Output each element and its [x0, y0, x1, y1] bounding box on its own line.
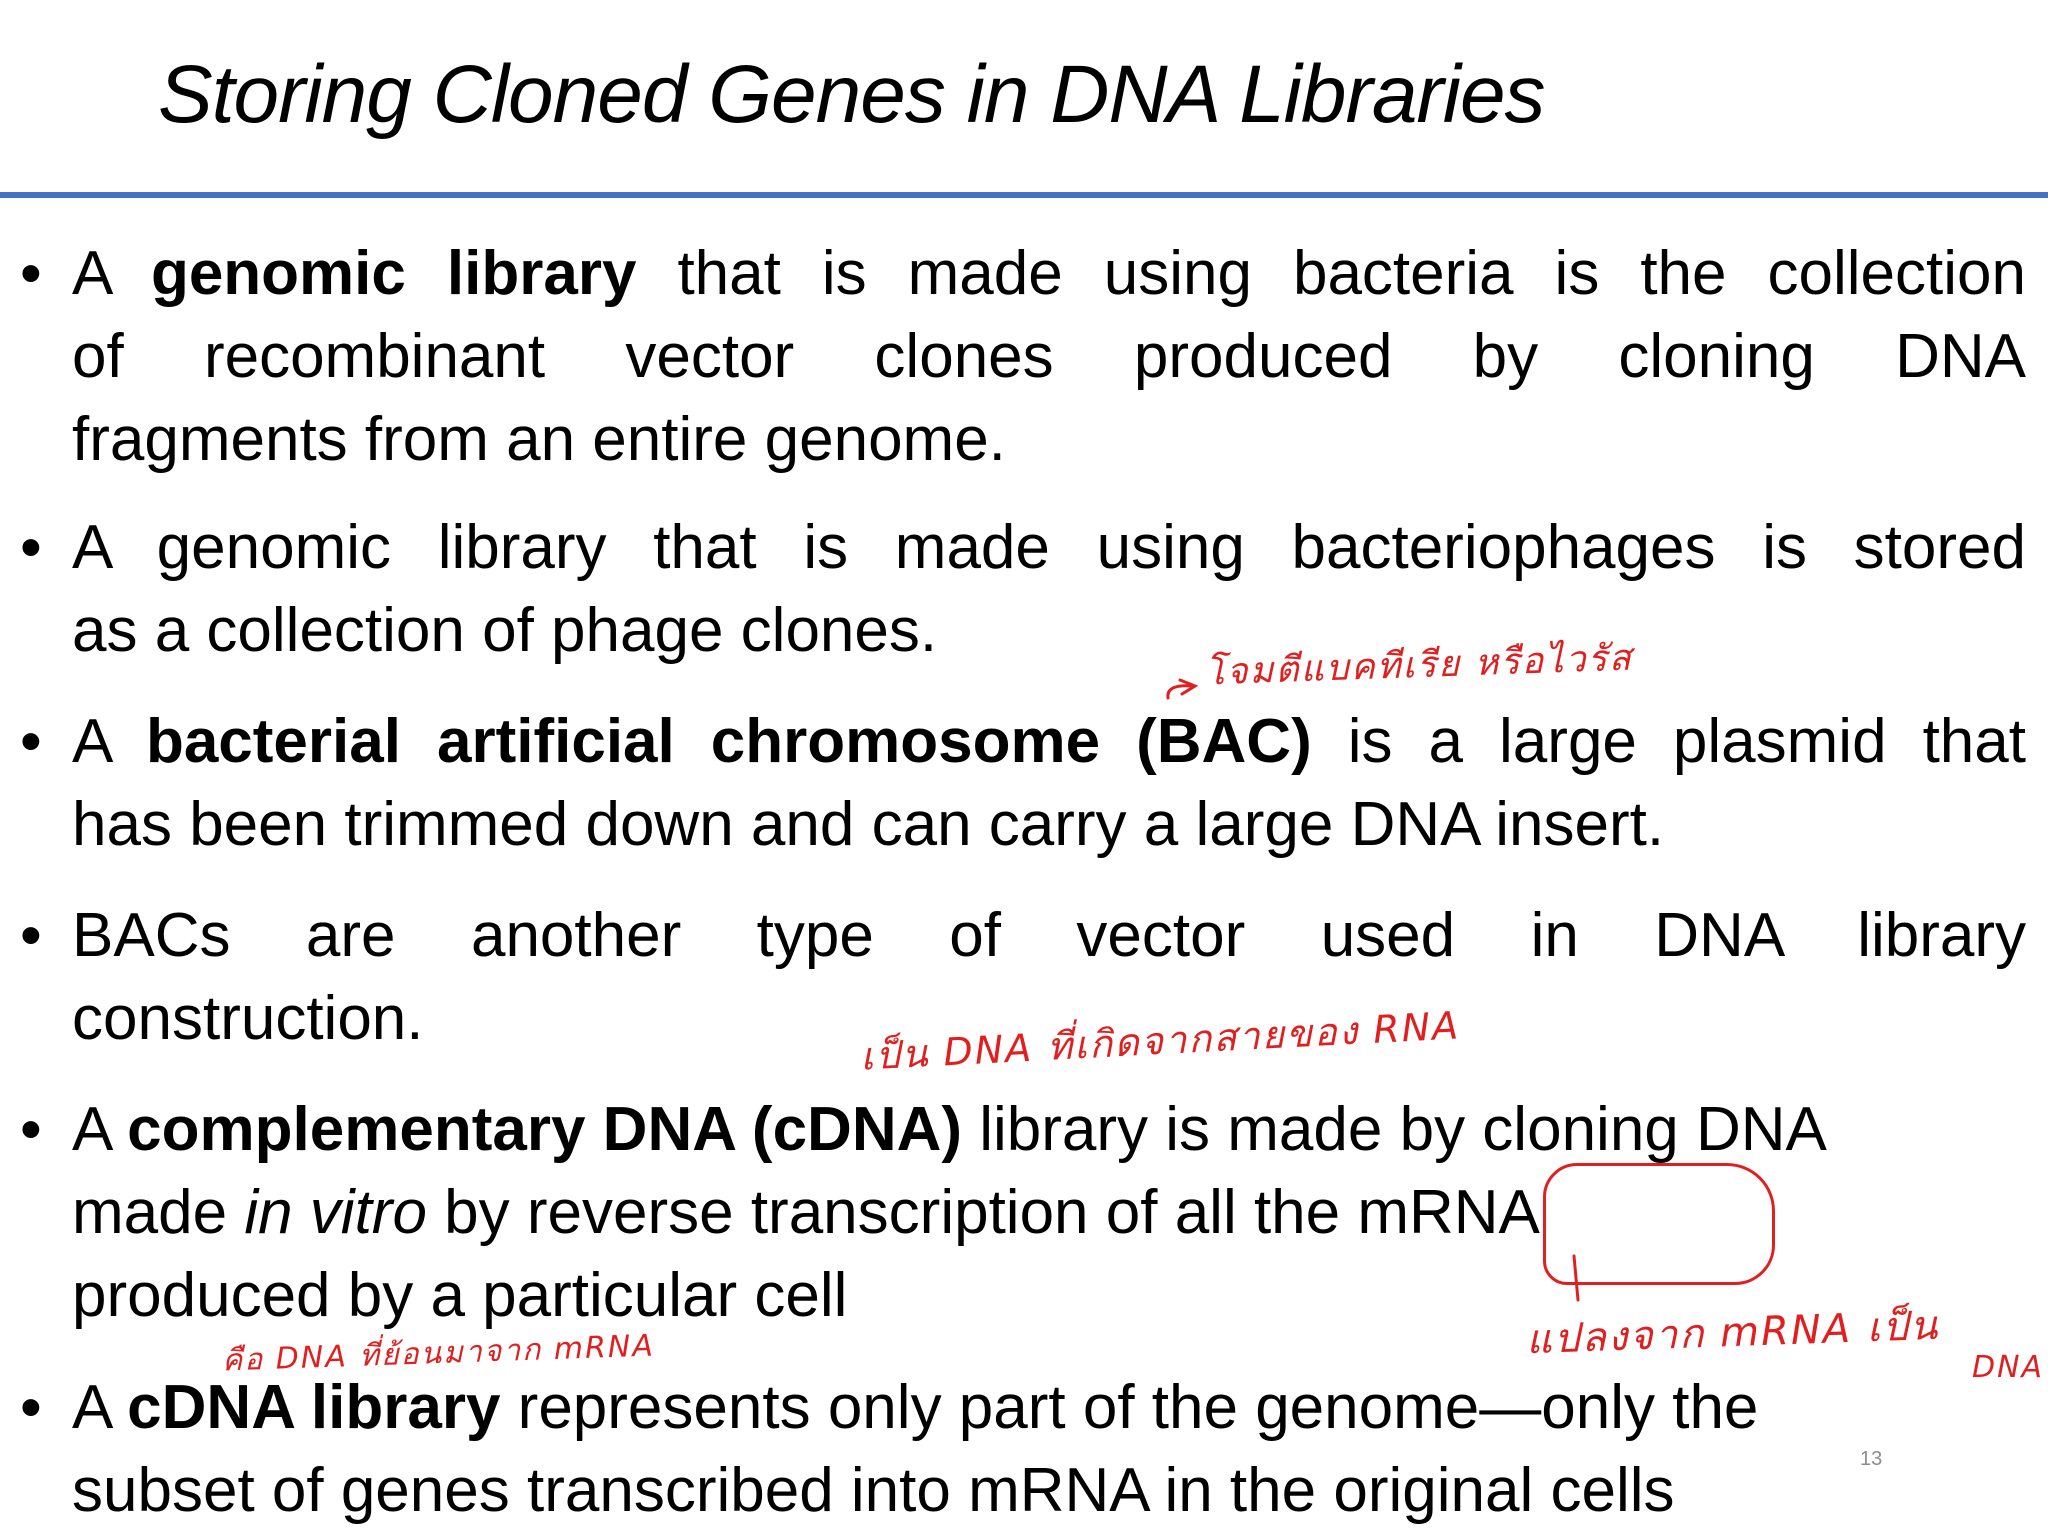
text-run: A — [72, 1373, 128, 1442]
bullet-marker: • — [20, 1095, 42, 1164]
handwritten-arrow-bac — [1168, 680, 1195, 698]
bullet-line: of recombinant vector clones produced by cloning DNA — [72, 322, 2026, 391]
bullet-marker: • — [20, 901, 42, 970]
bullet-line: A genomic library that is made using bacteriophages is stored — [72, 513, 2026, 582]
handwritten-note-phage: โจมตีแบคทีเรีย หรือไวรัส — [1204, 637, 1634, 694]
text-run: that is made using bacteria is the collection — [636, 239, 2026, 308]
handwritten-note-dna: DNA — [1972, 1350, 2045, 1385]
bullet-marker: • — [20, 707, 42, 776]
slide-title: Storing Cloned Genes in DNA Libraries — [158, 49, 1545, 140]
handwritten-pointer-mrna — [1574, 1256, 1578, 1300]
bullet-marker: • — [20, 1373, 42, 1442]
text-run: made — [72, 1178, 245, 1247]
bullet-line: BACs are another type of vector used in DNA library — [72, 901, 2026, 970]
bold-term-cdna: complementary DNA (cDNA) — [127, 1095, 963, 1164]
bullet-marker: • — [20, 513, 42, 582]
text-run: A — [72, 707, 146, 776]
bullet-line: fragments from an entire genome. — [72, 405, 1006, 474]
italic-term-in-vitro: in vitro — [244, 1178, 427, 1247]
bold-term-bac: bacterial artificial chromosome (BAC) — [145, 707, 1312, 776]
text-run: A — [72, 1095, 128, 1164]
bullet-line: construction. — [72, 984, 424, 1053]
page-number: 13 — [1860, 1448, 1883, 1470]
text-run: library is made by cloning DNA — [962, 1095, 1827, 1164]
text-run: is a large plasmid that — [1311, 707, 2026, 776]
handwritten-note-cdna: เป็น DNA ที่เกิดจากสายของ RNA — [859, 1003, 1462, 1079]
bold-term-genomic-library: genomic library — [150, 239, 637, 308]
bullet-line: has been trimmed down and can carry a large DNA insert. — [72, 790, 1665, 859]
text-run: represents only part of the genome—only the — [500, 1373, 1759, 1442]
bullet-marker: • — [20, 239, 42, 308]
handwritten-note-library: คือ DNA ที่ย้อนมาจาก mRNA — [221, 1328, 656, 1379]
bold-term-cdna-library: cDNA library — [127, 1373, 501, 1442]
bullet-line: subset of genes transcribed into mRNA in the original cells — [72, 1456, 1675, 1525]
text-run: by reverse transcription of all the mRNA — [426, 1178, 1540, 1247]
text-run: A — [72, 239, 151, 308]
bullet-line: produced by a particular cell — [72, 1261, 848, 1330]
bullet-line: as a collection of phage clones. — [72, 596, 938, 665]
handwritten-note-mrna: แปลงจาก mRNA เป็น — [1525, 1302, 1940, 1364]
